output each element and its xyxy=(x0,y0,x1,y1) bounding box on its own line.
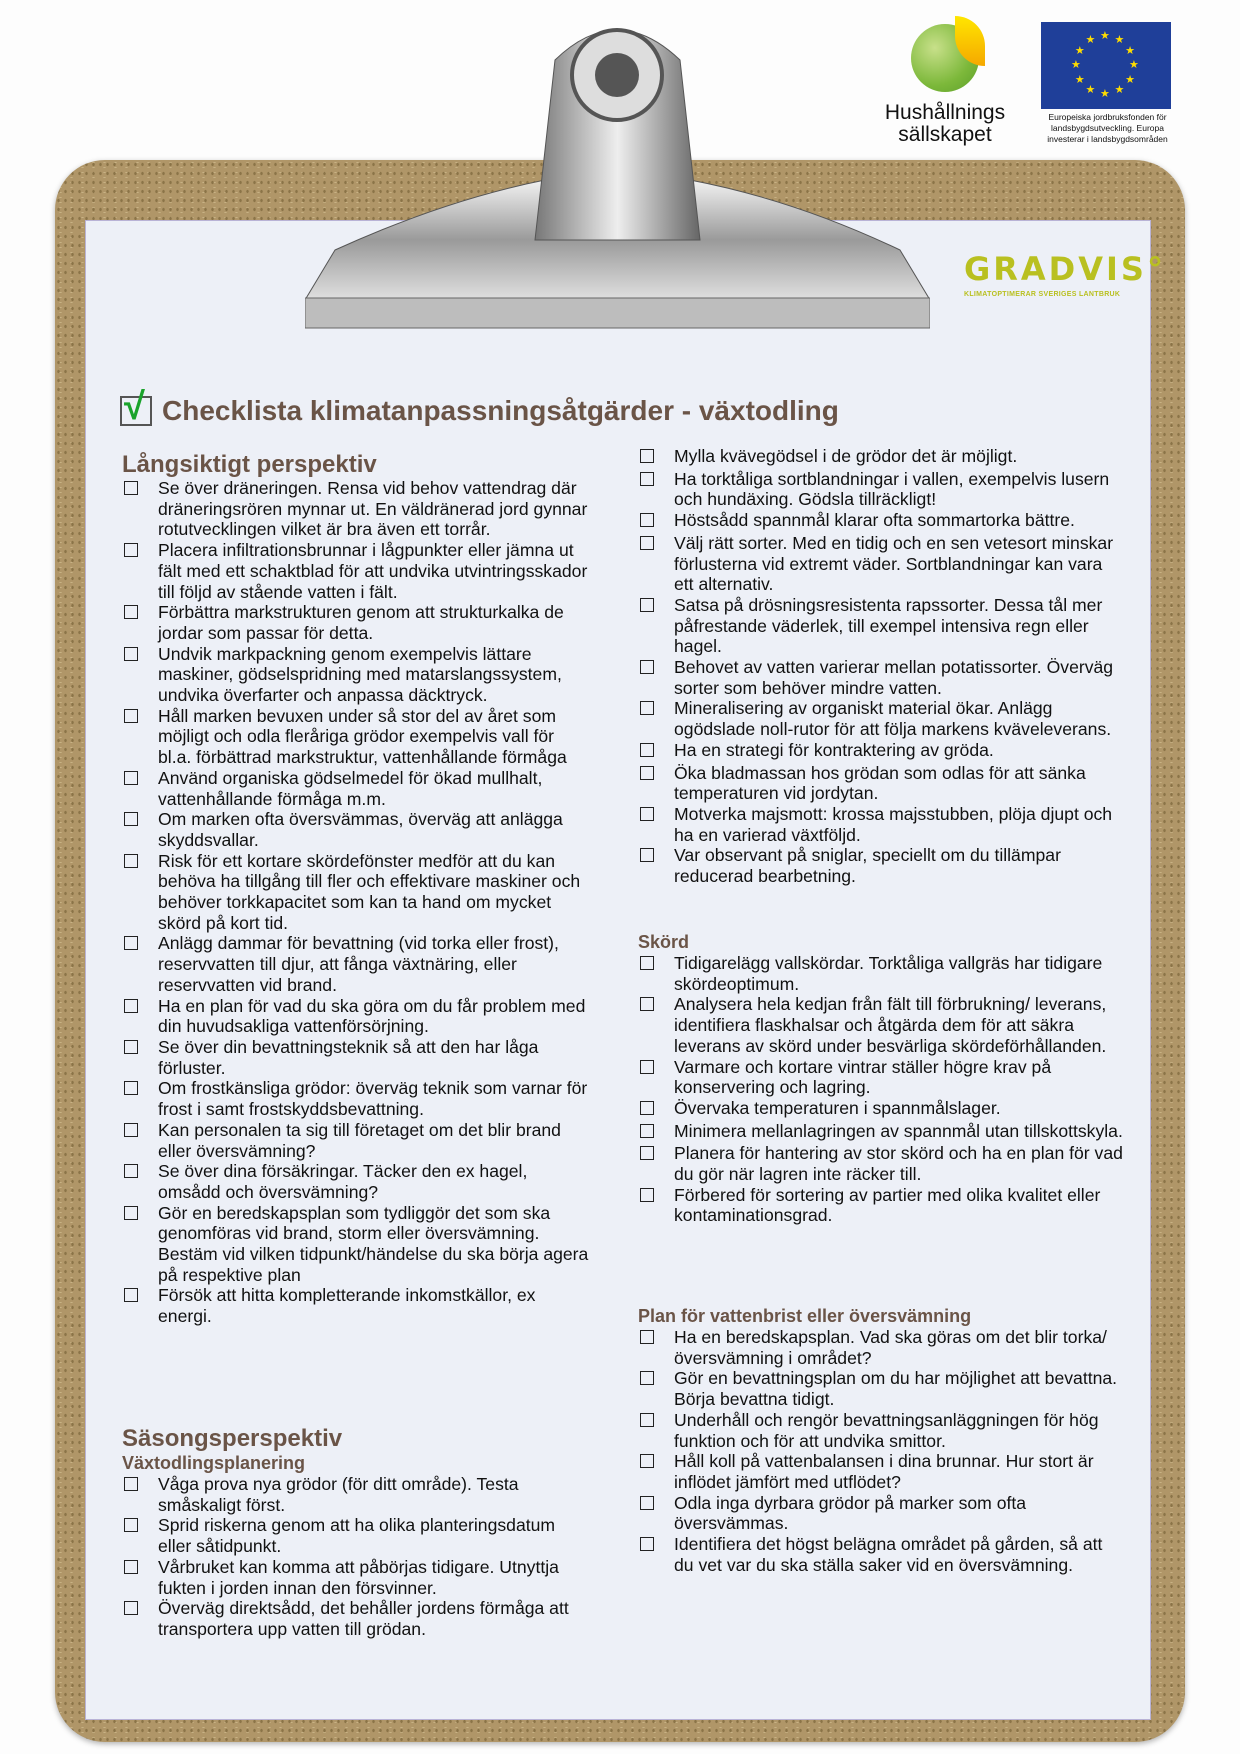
checkbox-wrap[interactable] xyxy=(122,1161,158,1202)
checkbox-wrap[interactable] xyxy=(122,996,158,1037)
checklist-item-text: Motverka majsmott: krossa majsstubben, plöja djupt och ha en varierad växtföljd. xyxy=(674,803,1113,845)
checkbox[interactable] xyxy=(640,766,654,780)
checklist-item-text: Var observant på sniglar, speciellt om du tillämpar reducerad bearbetning. xyxy=(674,845,1061,887)
checklist-item xyxy=(122,1557,592,1598)
checkbox[interactable] xyxy=(640,848,654,862)
checkbox-wrap[interactable] xyxy=(638,595,674,657)
section-water-plan xyxy=(638,1305,1123,1575)
checklist-item-text: Risk för ett kortare skördefönster medför att du kan behöva ha tillgång till fler och effektivare maskiner och behöver torkkapacitet som kan ta hand om mycket skörd på kort tid. xyxy=(158,850,581,933)
checkbox[interactable] xyxy=(124,771,138,785)
checkbox[interactable] xyxy=(124,605,138,619)
checkbox-wrap[interactable] xyxy=(638,1493,674,1534)
checkbox[interactable] xyxy=(640,1537,654,1551)
checklist-item-text: Sprid riskerna genom att ha olika planteringsdatum eller såtidpunkt. xyxy=(158,1515,556,1557)
checklist-item xyxy=(638,845,1123,886)
checkbox[interactable] xyxy=(124,543,138,557)
checkbox[interactable] xyxy=(640,472,654,486)
checkbox[interactable] xyxy=(640,1330,654,1344)
star-icon: ★ xyxy=(1085,84,1096,97)
star-icon: ★ xyxy=(1114,84,1125,97)
checklist-item-text: Våga prova nya grödor (för ditt område). Testa småskaligt först. xyxy=(158,1474,519,1515)
section-heading: Långsiktigt perspektiv xyxy=(122,451,377,478)
checkbox-wrap[interactable] xyxy=(638,763,674,804)
section-heading: Säsongsperspektiv xyxy=(122,1425,343,1452)
checkbox[interactable] xyxy=(640,449,654,463)
checklist-item xyxy=(638,1451,1123,1492)
checklist-item-text: Om frostkänsliga grödor: överväg teknik som varnar för frost i samt frostskyddsbevattning. xyxy=(158,1078,588,1120)
checklist-item-text: Tidigarelägg vallskördar. Torktåliga vallgräs har tidigare skördeoptimum. xyxy=(674,953,1103,994)
checkbox-wrap[interactable] xyxy=(638,698,674,739)
star-icon: ★ xyxy=(1114,33,1125,46)
checklist-item-text: Vårbruket kan komma att påbörjas tidigare. Utnyttja fukten i jorden innan den försvinner. xyxy=(158,1556,559,1598)
checkbox-wrap[interactable] xyxy=(638,469,674,510)
checkbox[interactable] xyxy=(124,1560,138,1574)
checklist-item xyxy=(638,510,1123,533)
checkbox[interactable] xyxy=(124,1288,138,1302)
checkbox-wrap[interactable] xyxy=(122,1285,158,1326)
checkbox-wrap[interactable] xyxy=(638,657,674,698)
checkbox[interactable] xyxy=(124,1081,138,1095)
star-icon: ★ xyxy=(1074,44,1085,57)
section-harvest xyxy=(638,931,1123,1226)
checkbox[interactable] xyxy=(640,1496,654,1510)
star-icon: ★ xyxy=(1074,73,1085,86)
checklist-item xyxy=(122,1161,592,1202)
checklist-item-text: Öka bladmassan hos grödan som odlas för att sänka temperaturen vid jordytan. xyxy=(674,762,1086,804)
checklist-item xyxy=(122,1203,592,1286)
checklist-item-text: Varmare och kortare vintrar ställer högre krav på konservering och lagring. xyxy=(674,1056,1052,1098)
checklist-item-text: Minimera mellanlagringen av spannmål utan tillskottskyla. xyxy=(674,1120,1123,1141)
section-seasonal-continued xyxy=(638,446,1123,887)
checklist xyxy=(638,953,1123,1226)
checkbox-wrap[interactable] xyxy=(122,1120,158,1161)
checkbox[interactable] xyxy=(124,1206,138,1220)
checkbox[interactable] xyxy=(640,743,654,757)
checklist-item-text: Höstsådd spannmål klarar ofta sommartorka bättre. xyxy=(674,510,1075,531)
checklist-item-text: Håll koll på vattenbalansen i dina brunnar. Hur stort är inflödet jämfört med utflödet? xyxy=(674,1451,1094,1492)
checklist-item xyxy=(122,1474,592,1515)
checklist-item-text: Gör en bevattningsplan om du har möjlighet att bevattna. Börja bevattna tidigt. xyxy=(674,1368,1118,1410)
checkbox[interactable] xyxy=(124,1601,138,1615)
checkbox[interactable] xyxy=(640,660,654,674)
checkbox-wrap[interactable] xyxy=(638,1410,674,1451)
checkbox-wrap[interactable] xyxy=(638,1185,674,1226)
checklist-item xyxy=(638,994,1123,1056)
checkbox-wrap[interactable] xyxy=(638,1327,674,1368)
checkbox[interactable] xyxy=(640,701,654,715)
checklist-item xyxy=(638,763,1123,804)
checkbox[interactable] xyxy=(124,1123,138,1137)
checklist-item-text: Ha en beredskapsplan. Vad ska göras om det blir torka/översvämning i området? xyxy=(674,1327,1107,1368)
checkbox[interactable] xyxy=(124,1518,138,1532)
page-title: Checklista klimatanpassningsåtgärder - växtodling xyxy=(162,395,839,426)
checkbox-wrap[interactable] xyxy=(638,446,674,469)
star-icon: ★ xyxy=(1071,59,1081,71)
checkbox-wrap[interactable] xyxy=(638,804,674,845)
checklist-item xyxy=(638,1121,1123,1144)
checklist-item xyxy=(122,1120,592,1161)
checkbox-wrap[interactable] xyxy=(638,1534,674,1575)
checklist-item xyxy=(122,1598,592,1639)
checklist-item xyxy=(638,804,1123,845)
checklist-item-text: Försök att hitta kompletterande inkomstkällor, ex energi. xyxy=(158,1285,536,1327)
checkbox-wrap[interactable] xyxy=(638,1121,674,1144)
checklist-item xyxy=(122,1037,592,1078)
checkbox[interactable] xyxy=(640,1188,654,1202)
checklist-item xyxy=(122,809,592,850)
checklist-item xyxy=(638,446,1123,469)
checkbox-wrap[interactable] xyxy=(122,706,158,768)
checklist-item xyxy=(638,533,1123,595)
checkbox[interactable] xyxy=(124,481,138,495)
checklist-item-text: Identifiera det högst belägna området på gården, så att du vet var du ska ställa saker vid en översvämning. xyxy=(674,1534,1103,1575)
checkbox[interactable] xyxy=(640,1454,654,1468)
checkbox-wrap[interactable] xyxy=(122,1515,158,1556)
checklist xyxy=(122,478,592,1327)
checklist-item-text: Anlägg dammar för bevattning (vid torka eller frost), reservvatten till djur, att fånga växtnäring, eller reservvatten vid brand. xyxy=(158,933,559,995)
subsection-heading: Växtodlingsplanering xyxy=(122,1453,306,1473)
checklist xyxy=(122,1474,592,1640)
checklist-item xyxy=(638,1368,1123,1409)
checklist-item-text: Odla inga dyrbara grödor på marker som ofta översvämmas. xyxy=(674,1492,1027,1534)
checkbox[interactable] xyxy=(640,1146,654,1160)
checkbox[interactable] xyxy=(124,1477,138,1491)
checkbox[interactable] xyxy=(640,997,654,1011)
checkbox[interactable] xyxy=(124,936,138,950)
checkbox-wrap[interactable] xyxy=(122,540,158,602)
section-long-term xyxy=(122,452,592,1327)
title-row xyxy=(120,386,839,428)
checklist xyxy=(638,446,1123,887)
checklist-item-text: Ha en plan för vad du ska göra om du får problem med din huvudsakliga vattenförsörjning. xyxy=(158,995,586,1037)
checklist-item-text: Kan personalen ta sig till företaget om det blir brand eller översvämning? xyxy=(158,1119,561,1161)
checklist-item xyxy=(638,1098,1123,1121)
checkbox[interactable] xyxy=(640,598,654,612)
checklist-item-text: Undvik markpackning genom exempelvis lättare maskiner, gödselspridning med matarslangssystem, undvika överfarter och anpassa däcktryck. xyxy=(158,643,562,706)
checklist-item-text: Analysera hela kedjan från fält till förbrukning/ leverans, identifiera flaskhalsar och åtgärda dem för att säkra leverans av skörd under besvärliga skördeförhållanden. xyxy=(674,994,1107,1056)
checklist-item xyxy=(638,469,1123,510)
checkbox-wrap[interactable] xyxy=(638,1057,674,1098)
checkbox[interactable] xyxy=(640,956,654,970)
checklist-item-text: Mylla kvävegödsel i de grödor det är möjligt. xyxy=(674,446,1018,466)
checkbox[interactable] xyxy=(640,536,654,550)
checkbox-wrap[interactable] xyxy=(122,809,158,850)
checklist-item-text: Övervaka temperaturen i spannmålslager. xyxy=(674,1097,1001,1118)
checklist-item-text: Mineralisering av organiskt material ökar. Anlägg ogödslade noll-rutor för att följa markens kväveleverans. xyxy=(674,698,1112,740)
checklist-item-text: Förbered för sortering av partier med olika kvalitet eller kontaminationsgrad. xyxy=(674,1184,1101,1226)
checkbox[interactable] xyxy=(640,1101,654,1115)
checklist-item xyxy=(638,1327,1123,1368)
checkbox[interactable] xyxy=(640,1060,654,1074)
checkbox-wrap[interactable] xyxy=(122,933,158,995)
star-icon: ★ xyxy=(1125,73,1135,86)
checklist-item-text: Välj rätt sorter. Med en tidig och en sen vetesort minskar förlusterna vid extremt väder. Sortblandningar kan vara ett alternativ. xyxy=(674,532,1114,595)
checklist-item xyxy=(638,740,1123,763)
checklist-item-text: Gör en beredskapsplan som tydliggör det som ska genomföras vid brand, storm eller översvämning. Bestäm vid vilken tidpunkt/händelse du ska börja agera på respektive plan xyxy=(158,1202,589,1285)
checkbox-wrap[interactable] xyxy=(638,1368,674,1409)
checklist-item-text: Placera infiltrationsbrunnar i lågpunkter eller jämna ut fält med ett schaktblad för att undvika utvintringsskador till följd av stående vatten i fält. xyxy=(158,540,588,602)
checklist-item-text: Se över din bevattningsteknik så att den har låga förluster. xyxy=(158,1036,539,1078)
checked-box-icon: √ xyxy=(120,396,152,426)
checklist-item xyxy=(122,644,592,706)
star-icon: ★ xyxy=(1125,44,1135,57)
section-seasonal xyxy=(122,1426,592,1640)
checkbox[interactable] xyxy=(124,812,138,826)
checklist-item-text: Ha torktåliga sortblandningar i vallen, exempelvis lusern och hundäxing. Gödsla tillräckligt! xyxy=(674,468,1110,510)
checkbox-wrap[interactable] xyxy=(638,994,674,1056)
checkbox[interactable] xyxy=(640,1124,654,1138)
checklist-item xyxy=(638,698,1123,739)
checklist-item-text: Se över dräneringen. Rensa vid behov vattendrag där dräneringsrören mynnar ut. En väldränerad jord gynnar rotutvecklingen vilket är bra även ett torrår. xyxy=(158,478,588,540)
checkbox[interactable] xyxy=(640,513,654,527)
checklist-item xyxy=(638,1493,1123,1534)
checkbox-wrap[interactable] xyxy=(122,1078,158,1119)
checklist-item-text: Behovet av vatten varierar mellan potatissorter. Överväg sorter som behöver mindre vatten. xyxy=(674,657,1114,698)
checklist-item xyxy=(638,1534,1123,1575)
checklist-item xyxy=(122,1515,592,1556)
checkbox[interactable] xyxy=(124,854,138,868)
checklist-item xyxy=(122,706,592,768)
checklist-item xyxy=(638,657,1123,698)
checklist-item-text: Satsa på drösningsresistenta rapssorter. Dessa tål mer påfrestande väderlek, till exempel intensiva regn eller hagel. xyxy=(674,594,1103,657)
checkbox-wrap[interactable] xyxy=(122,1203,158,1286)
checklist-item-text: Planera för hantering av stor skörd och ha en plan för vad du gör när lagren inte räcker till. xyxy=(674,1143,1123,1185)
checklist xyxy=(638,1327,1123,1575)
checkbox-wrap[interactable] xyxy=(638,1451,674,1492)
checkbox-wrap[interactable] xyxy=(638,533,674,595)
section-heading: Skörd xyxy=(638,932,690,952)
checkbox-wrap[interactable] xyxy=(122,1037,158,1078)
checklist-item-text: Håll marken bevuxen under så stor del av året som möjligt och odla fleråriga grödor exempelvis vall för bl.a. förbättrad markstruktur, vattenhållande förmåga xyxy=(158,705,567,768)
checkbox-wrap[interactable] xyxy=(122,644,158,706)
checklist-item-text: Ha en strategi för kontraktering av gröda. xyxy=(674,739,994,760)
checkbox-wrap[interactable] xyxy=(638,1143,674,1184)
gradvis-tagline: KLIMATOPTIMERAR SVERIGES LANTBRUK xyxy=(964,291,1121,298)
checkbox[interactable] xyxy=(640,807,654,821)
checkbox-wrap[interactable] xyxy=(638,510,674,533)
checkbox[interactable] xyxy=(124,709,138,723)
checklist-item xyxy=(638,1185,1123,1226)
checklist-item xyxy=(122,851,592,934)
checkbox-wrap[interactable] xyxy=(122,478,158,540)
checkbox-wrap[interactable] xyxy=(122,1598,158,1639)
eu-caption: Europeiska jordbruksfonden för landsbygdsutveckling. Europa investerar i landsbygdsområden xyxy=(1047,112,1168,144)
checklist-item xyxy=(122,1285,592,1326)
checkbox[interactable] xyxy=(124,999,138,1013)
checkbox-wrap[interactable] xyxy=(638,953,674,994)
star-icon: ★ xyxy=(1085,33,1096,46)
checklist-item xyxy=(638,1410,1123,1451)
checklist-item xyxy=(638,1057,1123,1098)
gradvis-logo: GRADVIS° xyxy=(964,250,1166,288)
checklist-item-text: Förbättra markstrukturen genom att strukturkalka de jordar som passar för detta. xyxy=(158,602,564,643)
checkbox-wrap[interactable] xyxy=(122,1557,158,1598)
checklist-item xyxy=(638,1143,1123,1184)
checklist-item xyxy=(122,768,592,809)
checklist-item xyxy=(638,595,1123,657)
checkbox-wrap[interactable] xyxy=(638,740,674,763)
checkbox[interactable] xyxy=(640,1371,654,1385)
checklist-item xyxy=(122,1078,592,1119)
checkbox-wrap[interactable] xyxy=(122,602,158,643)
checkbox-wrap[interactable] xyxy=(122,768,158,809)
checkbox[interactable] xyxy=(124,647,138,661)
section-heading: Plan för vattenbrist eller översvämning xyxy=(638,1306,972,1326)
star-icon: ★ xyxy=(1100,30,1110,42)
checklist-item xyxy=(638,953,1123,994)
checklist-item-text: Se över dina försäkringar. Täcker den ex hagel, omsådd och översvämning? xyxy=(158,1161,528,1202)
checkbox[interactable] xyxy=(640,1413,654,1427)
hushallningssallskapet-logo: Hushållnings sällskapet xyxy=(875,18,1015,146)
checklist-item xyxy=(122,602,592,643)
checkbox-wrap[interactable] xyxy=(638,845,674,886)
checkbox-wrap[interactable] xyxy=(638,1098,674,1121)
eu-flag-icon xyxy=(1041,22,1171,109)
checkbox-wrap[interactable] xyxy=(122,851,158,934)
checklist-item-text: Använd organiska gödselmedel för ökad mullhalt, vattenhållande förmåga m.m. xyxy=(158,767,543,809)
checklist-item-text: Överväg direktsådd, det behåller jordens förmåga att transportera upp vatten till grödan. xyxy=(158,1598,569,1639)
checklist-item xyxy=(122,996,592,1037)
clip-icon xyxy=(305,0,930,350)
checklist-item xyxy=(122,478,592,540)
checkbox-wrap[interactable] xyxy=(122,1474,158,1515)
checklist-item-text: Underhåll och rengör bevattningsanläggningen för hög funktion och för att undvika smittor. xyxy=(674,1409,1099,1451)
checkbox[interactable] xyxy=(124,1164,138,1178)
star-icon: ★ xyxy=(1100,88,1110,100)
star-icon: ★ xyxy=(1129,59,1139,71)
checklist-item-text: Om marken ofta översvämmas, överväg att anlägga skyddsvallar. xyxy=(158,809,563,850)
checklist-item xyxy=(122,540,592,602)
checkbox[interactable] xyxy=(124,1040,138,1054)
checklist-item xyxy=(122,933,592,995)
